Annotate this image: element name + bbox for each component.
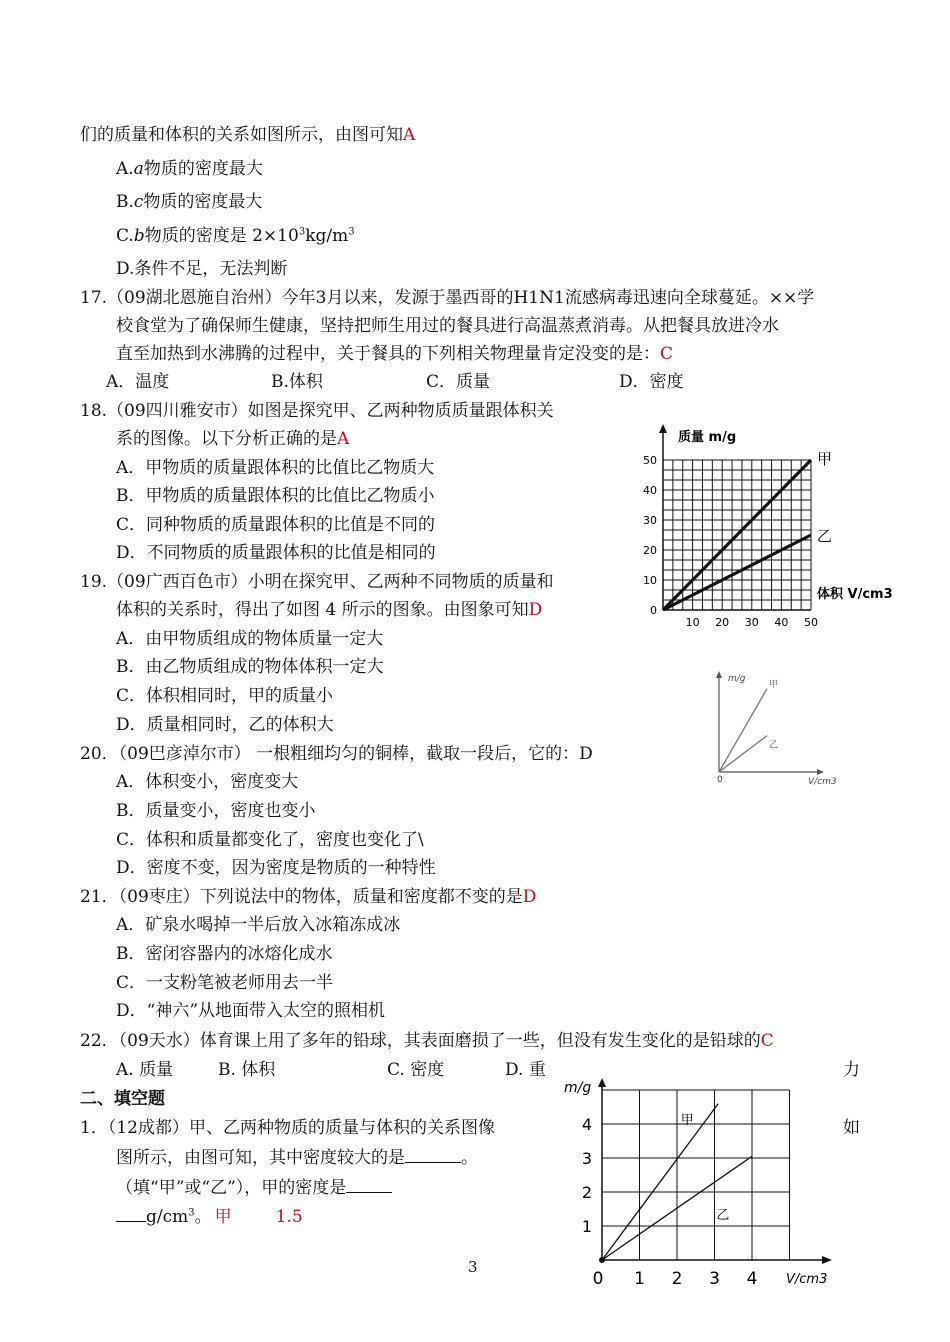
q19-line2: 体积的关系时，得出了如图 4 所示的图象。由图象可知D	[116, 600, 543, 620]
q17-line2: 校食堂为了确保师生健康，坚持把师生用过的餐具进行高温蒸煮消毒。从把餐具放进冷水	[116, 316, 779, 336]
fill1-line4: $g/cm^3$。 甲 1.5	[116, 1205, 303, 1228]
q19-line1: 19.（09广西百色市）小明在探究甲、乙两种不同物质的质量和	[80, 572, 554, 592]
q16-option-c: C.b物质的密度是 $2\times 10^3kg/m^3$	[116, 226, 355, 246]
q19-option-b: B．由乙物质组成的物体体积一定大	[116, 657, 384, 677]
fill1-line3: （填“甲”或“乙”），甲的密度是	[116, 1176, 392, 1199]
chart1-y-arrow	[659, 424, 667, 433]
q19-option-c: C．体积相同时，甲的质量小	[116, 686, 334, 706]
q22-option-d: D. 重	[505, 1060, 546, 1080]
q22-option-a: A. 质量	[116, 1060, 174, 1080]
q18-option-b: B．甲物质的质量跟体积的比值比乙物质小	[116, 486, 435, 506]
fill1-blank-1[interactable]	[405, 1146, 461, 1163]
q21-line1: 21．（09枣庄）下列说法中的物体，质量和密度都不变的是D	[80, 887, 537, 907]
q18-option-d: D．不同物质的质量跟体积的比值是相同的	[116, 543, 436, 563]
q21-option-c: C．一支粉笔被老师用去一半	[116, 973, 334, 993]
q20-line1: 20．（09巴彦淖尔市） 一根粗细均匀的铜棒，截取一段后，它的：D	[80, 744, 593, 764]
chart3-xtick: 4	[746, 1269, 758, 1289]
q22-answer: C	[760, 1031, 774, 1051]
chart2-x-arrow	[817, 769, 824, 775]
q19-answer: D	[528, 600, 543, 620]
q20-option-c: C．体积和质量都变化了，密度也变化了\	[116, 830, 424, 850]
section-title: 二、填空题	[80, 1089, 165, 1109]
chart1-xlabel: 体积 V/cm3	[817, 587, 893, 602]
chart1-xtick: 40	[774, 616, 789, 629]
q21-option-d: D．“神六”从地面带入太空的照相机	[116, 1001, 386, 1021]
chart1-ytick: 20	[643, 544, 657, 557]
fill1-line2: 图所示，由图可知，其中密度较大的是 。	[116, 1148, 478, 1168]
chart3-ytick: 3	[581, 1149, 592, 1168]
chart3-xtick: 2	[671, 1269, 683, 1289]
fill1-blank-2b[interactable]	[116, 1205, 146, 1222]
chart2-xlabel: V/cm3	[808, 777, 837, 787]
chart2-series-line	[719, 736, 767, 772]
q17-option-b: B.体积	[271, 372, 323, 392]
chart1-xtick: 10	[685, 616, 700, 629]
q16-stem: 们的质量和体积的关系如图所示，由图可知A	[80, 125, 416, 145]
chart1-series-label: 乙	[817, 527, 833, 545]
q22-option-d-tail: 力	[843, 1060, 860, 1080]
q21-option-b: B．密闭容器内的冰熔化成水	[116, 944, 333, 964]
q22-option-c: C. 密度	[387, 1060, 445, 1080]
chart3-ytick: 4	[581, 1115, 592, 1134]
q20-answer: D	[579, 744, 593, 764]
chart3-x-arrow	[822, 1256, 832, 1264]
q17-option-d: D．密度	[619, 372, 684, 392]
fill1-blank-2a[interactable]	[346, 1176, 392, 1193]
fill1-line1-tail: 如	[843, 1118, 860, 1138]
chart2-series-label: 甲	[769, 679, 779, 690]
chart1-ylabel: 质量 m/g	[678, 430, 737, 445]
q16-option-b: B.c物质的密度最大	[116, 192, 263, 212]
chart3-series-line	[602, 1104, 718, 1260]
chart1-xtick: 30	[744, 616, 759, 629]
q18-option-c: C．同种物质的质量跟体积的比值是不同的	[116, 515, 436, 535]
q17-option-a: A．温度	[106, 372, 170, 392]
q22-option-b: B. 体积	[218, 1060, 276, 1080]
chart3-xlabel: V/cm3	[786, 1272, 828, 1287]
chart2-series-label: 乙	[769, 740, 779, 751]
q18-line2: 系的图像。以下分析正确的是A	[116, 429, 350, 449]
chart2-ylabel: m/g	[728, 674, 746, 684]
chart2-origin: 0	[717, 775, 723, 785]
q18-line1: 18.（09四川雅安市）如图是探究甲、乙两种物质质量跟体积关	[80, 401, 554, 421]
q19-option-d: D．质量相同时，乙的体积大	[116, 715, 334, 735]
q20-option-b: B．质量变小，密度也变小	[116, 801, 316, 821]
chart-q18	[630, 420, 900, 630]
chart3-xtick: 1	[634, 1269, 645, 1289]
page-number: 3	[468, 1258, 478, 1276]
chart3-ytick: 2	[581, 1183, 592, 1202]
q20-option-d: D．密度不变，因为密度是物质的一种特性	[116, 858, 436, 878]
q16-answer: A	[403, 125, 416, 145]
chart3-series-label: 乙	[716, 1208, 730, 1224]
chart-q19	[708, 668, 848, 790]
q20-option-a: A．体积变小，密度变大	[116, 772, 299, 792]
q16-option-d: D.条件不足，无法判断	[116, 259, 288, 279]
q18-option-a: A．甲物质的质量跟体积的比值比乙物质大	[116, 458, 435, 478]
q17-line3: 直至加热到水沸腾的过程中，关于餐具的下列相关物理量肯定没变的是：C	[116, 344, 674, 364]
chart1-ytick: 10	[643, 574, 657, 587]
chart3-xtick: 3	[709, 1269, 720, 1289]
chart3-ylabel: m/g	[564, 1080, 592, 1096]
fill1-answer-2: 1.5	[275, 1207, 303, 1227]
chart2-series-line	[719, 689, 767, 772]
chart1-ytick: 30	[643, 514, 657, 527]
fill1-line1: 1．（12成都）甲、乙两种物质的质量与体积的关系图像	[80, 1118, 495, 1138]
chart1-xtick: 20	[715, 616, 730, 629]
chart3-y-arrow	[598, 1078, 606, 1087]
chart1-ytick: 0	[650, 604, 657, 617]
chart3-ytick: 1	[581, 1217, 592, 1236]
q17-option-c: C．质量	[426, 372, 491, 392]
chart3-series-label: 甲	[680, 1113, 694, 1128]
chart1-ytick: 40	[643, 484, 657, 497]
q22-line1: 22．（09天水）体育课上用了多年的铅球，其表面磨损了一些，但没有发生变化的是铅球的C	[80, 1031, 774, 1051]
q21-option-a: A．矿泉水喝掉一半后放入冰箱冻成冰	[116, 915, 401, 935]
q19-option-a: A．由甲物质组成的物体质量一定大	[116, 629, 384, 649]
chart2-y-arrow	[716, 671, 722, 678]
chart1-series-line	[663, 535, 811, 610]
q17-answer: C	[660, 344, 674, 364]
chart-fill1	[560, 1070, 850, 1292]
q18-answer: A	[337, 429, 350, 449]
q16-option-a: A.a物质的密度最大	[116, 159, 263, 179]
chart1-series-line	[663, 460, 811, 610]
chart1-ytick: 50	[643, 454, 657, 467]
chart3-origin-dot	[599, 1257, 605, 1263]
chart1-xtick: 50	[804, 616, 818, 629]
q17-line1: 17.（09湖北恩施自治州）今年3月以来，发源于墨西哥的H1N1流感病毒迅速向全球蔓延。××学	[80, 288, 815, 308]
fill1-answer-1: 甲	[214, 1207, 232, 1227]
q21-answer: D	[522, 887, 537, 907]
chart3-xtick: 0	[592, 1269, 604, 1289]
chart1-series-label: 甲	[817, 450, 833, 468]
